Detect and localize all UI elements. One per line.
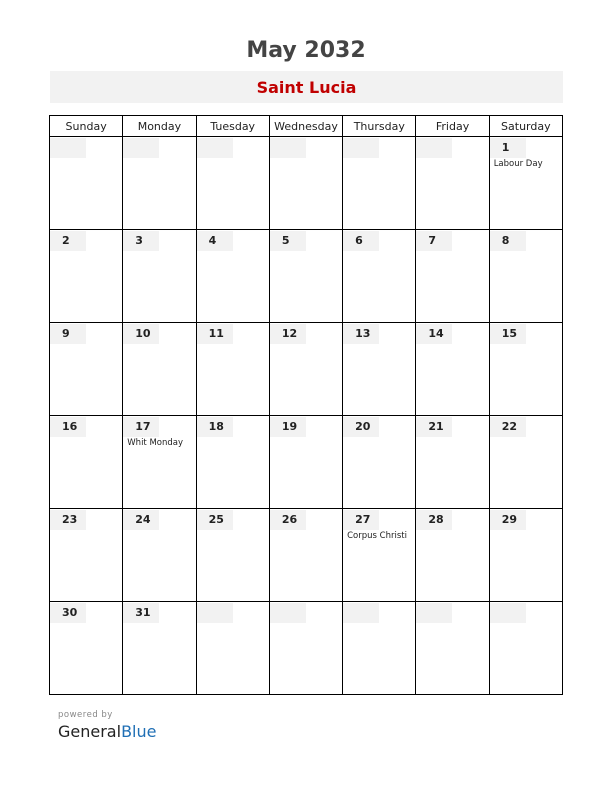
day-number: 16 xyxy=(50,417,86,437)
day-cell xyxy=(343,602,416,695)
week-row xyxy=(50,323,563,416)
day-number xyxy=(416,603,452,623)
day-cell xyxy=(489,137,562,230)
day-number: 6 xyxy=(343,231,379,251)
day-cell xyxy=(489,509,562,602)
day-number xyxy=(490,603,526,623)
day-number: 12 xyxy=(270,324,306,344)
day-cell xyxy=(343,509,416,602)
day-number: 27 xyxy=(343,510,379,530)
day-cell xyxy=(269,416,342,509)
day-number xyxy=(197,138,233,158)
day-cell xyxy=(416,137,489,230)
country-banner xyxy=(50,71,563,103)
day-number: 2 xyxy=(50,231,86,251)
weekday-header-row xyxy=(50,116,563,137)
day-cell xyxy=(489,416,562,509)
day-number: 7 xyxy=(416,231,452,251)
day-number: 30 xyxy=(50,603,86,623)
day-number: 28 xyxy=(416,510,452,530)
day-number xyxy=(50,138,86,158)
day-number: 14 xyxy=(416,324,452,344)
day-cell xyxy=(50,323,123,416)
day-number: 31 xyxy=(123,603,159,623)
day-number: 26 xyxy=(270,510,306,530)
day-cell xyxy=(50,509,123,602)
weekday-header: Friday xyxy=(416,116,489,137)
day-cell xyxy=(123,602,196,695)
day-number: 22 xyxy=(490,417,526,437)
day-cell xyxy=(50,416,123,509)
day-cell xyxy=(343,323,416,416)
day-number: 19 xyxy=(270,417,306,437)
day-number: 17 xyxy=(123,417,159,437)
weekday-header: Saturday xyxy=(489,116,562,137)
day-number xyxy=(343,603,379,623)
day-cell xyxy=(269,137,342,230)
day-number: 25 xyxy=(197,510,233,530)
day-number: 5 xyxy=(270,231,306,251)
day-cell xyxy=(123,230,196,323)
day-number: 13 xyxy=(343,324,379,344)
day-cell xyxy=(196,323,269,416)
day-number: 10 xyxy=(123,324,159,344)
day-number: 29 xyxy=(490,510,526,530)
holiday-label: Whit Monday xyxy=(127,438,184,448)
week-row xyxy=(50,230,563,323)
day-cell xyxy=(123,137,196,230)
day-cell xyxy=(196,137,269,230)
day-number: 18 xyxy=(197,417,233,437)
day-number xyxy=(416,138,452,158)
brand-general: General xyxy=(58,722,122,741)
day-number xyxy=(270,138,306,158)
day-cell xyxy=(50,602,123,695)
holiday-label: Labour Day xyxy=(493,159,543,169)
day-cell xyxy=(489,602,562,695)
day-number: 9 xyxy=(50,324,86,344)
day-cell xyxy=(343,416,416,509)
week-row xyxy=(50,416,563,509)
day-cell xyxy=(489,230,562,323)
day-cell xyxy=(416,509,489,602)
country-name: Saint Lucia xyxy=(256,78,357,97)
day-number xyxy=(123,138,159,158)
day-cell xyxy=(343,137,416,230)
week-row xyxy=(50,137,563,230)
day-cell xyxy=(489,323,562,416)
day-cell xyxy=(123,416,196,509)
day-number: 24 xyxy=(123,510,159,530)
day-cell xyxy=(196,509,269,602)
day-cell xyxy=(269,602,342,695)
weekday-header: Tuesday xyxy=(196,116,269,137)
day-cell xyxy=(123,323,196,416)
day-cell xyxy=(196,416,269,509)
day-cell xyxy=(269,323,342,416)
day-cell xyxy=(416,230,489,323)
day-cell xyxy=(123,509,196,602)
day-number xyxy=(343,138,379,158)
day-number: 1 xyxy=(490,138,526,158)
day-cell xyxy=(196,602,269,695)
week-row xyxy=(50,509,563,602)
day-number: 23 xyxy=(50,510,86,530)
calendar-grid xyxy=(49,115,563,695)
generalblue-logo[interactable] xyxy=(58,722,156,741)
week-row xyxy=(50,602,563,695)
weekday-header: Monday xyxy=(123,116,196,137)
page-title: May 2032 xyxy=(246,38,366,63)
day-number: 8 xyxy=(490,231,526,251)
day-number xyxy=(197,603,233,623)
powered-by-text: powered by xyxy=(58,710,113,720)
day-number: 3 xyxy=(123,231,159,251)
holiday-label: Corpus Christi xyxy=(347,531,407,541)
day-number: 4 xyxy=(197,231,233,251)
day-number: 15 xyxy=(490,324,526,344)
day-cell xyxy=(416,602,489,695)
day-cell xyxy=(50,137,123,230)
day-cell xyxy=(416,323,489,416)
day-number: 11 xyxy=(197,324,233,344)
day-cell xyxy=(50,230,123,323)
day-number: 20 xyxy=(343,417,379,437)
day-cell xyxy=(416,416,489,509)
weekday-header: Sunday xyxy=(50,116,123,137)
day-cell xyxy=(196,230,269,323)
day-cell xyxy=(269,509,342,602)
brand-blue: Blue xyxy=(121,722,157,741)
day-cell xyxy=(343,230,416,323)
footer xyxy=(58,710,156,741)
day-number: 21 xyxy=(416,417,452,437)
day-number xyxy=(270,603,306,623)
weekday-header: Wednesday xyxy=(269,116,342,137)
day-cell xyxy=(269,230,342,323)
weekday-header: Thursday xyxy=(343,116,416,137)
